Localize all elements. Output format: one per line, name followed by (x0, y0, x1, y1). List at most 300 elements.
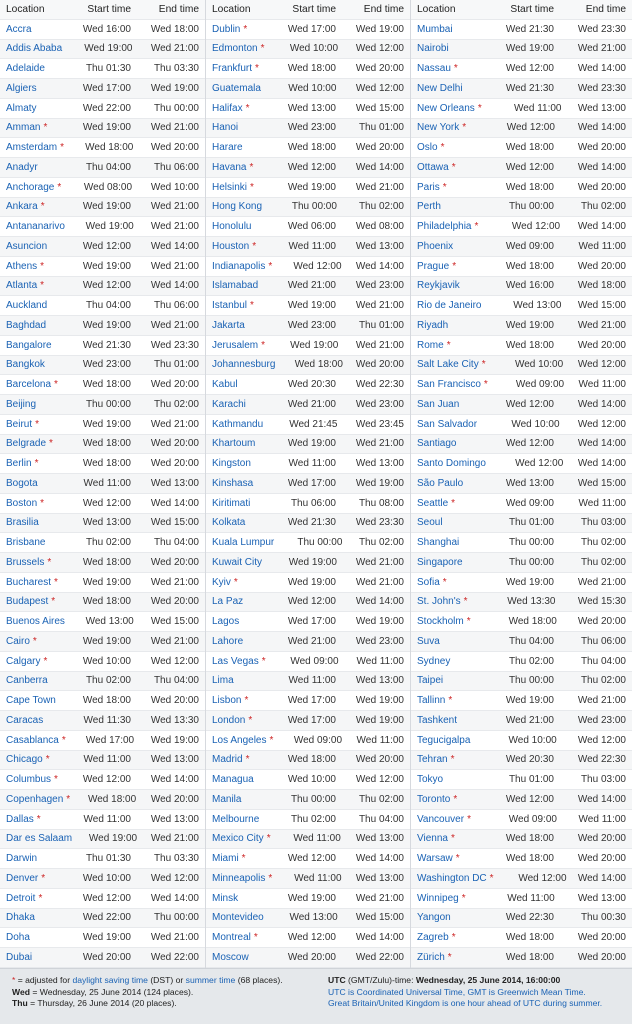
location-link[interactable]: Lima (212, 675, 234, 687)
table-row (206, 672, 410, 692)
location-link[interactable]: Frankfurt (212, 63, 253, 75)
location-link[interactable]: Ankara (6, 201, 38, 213)
end-time-cell: Wed 21:00 (355, 556, 404, 568)
location-link[interactable]: New Delhi (417, 82, 463, 94)
location-link[interactable]: Halifax (212, 102, 243, 114)
location-cell (206, 754, 260, 765)
location-link[interactable]: Vancouver (417, 813, 465, 825)
location-link[interactable]: Riyadh (417, 319, 449, 331)
dst-star-marker: * (61, 734, 66, 746)
location-link[interactable]: Sofia (417, 576, 440, 588)
location-cell (411, 103, 482, 114)
location-link[interactable]: New York (417, 122, 460, 134)
location-link[interactable]: Barcelona (6, 379, 52, 391)
end-time-cell: Thu 04:00 (358, 813, 404, 825)
location-link[interactable]: Dar es Salaam (6, 833, 73, 845)
location-link[interactable]: Kuwait City (212, 556, 263, 568)
location-link[interactable]: Seattle (417, 497, 449, 509)
location-link[interactable]: Tallinn (417, 695, 446, 707)
end-time-cell: Thu 00:00 (153, 102, 199, 114)
start-time-cell: Thu 00:00 (508, 201, 554, 213)
start-time-cell: Wed 06:00 (287, 221, 336, 233)
location-link[interactable]: Guatemala (212, 82, 261, 94)
end-time-cell: Thu 04:00 (153, 537, 199, 549)
location-cell (206, 63, 260, 74)
location-link[interactable]: Hong Kong (212, 201, 263, 213)
table-header-row (0, 0, 205, 20)
location-cell (0, 616, 65, 627)
location-link[interactable]: Reykjavik (417, 280, 460, 292)
location-cell (206, 359, 275, 370)
location-link[interactable]: Adelaide (6, 63, 45, 75)
location-link[interactable]: Tegucigalpa (417, 734, 471, 746)
location-cell (0, 656, 59, 667)
end-time-cell: Wed 13:30 (150, 714, 199, 726)
location-cell (411, 142, 464, 153)
start-time-cell: Thu 02:00 (508, 655, 554, 667)
dst-link[interactable]: daylight saving time (72, 975, 148, 985)
location-link[interactable]: Almaty (6, 102, 37, 114)
location-link[interactable]: Tehran (417, 754, 448, 766)
location-cell (411, 577, 464, 588)
end-time-cell: Wed 22:00 (150, 951, 199, 963)
end-time-cell: Wed 23:30 (577, 82, 626, 94)
dst-star-marker: * (268, 260, 273, 272)
location-link[interactable]: Ottawa (417, 161, 449, 173)
location-link[interactable]: Zagreb (417, 932, 449, 944)
location-link[interactable]: Kinshasa (212, 477, 254, 489)
location-cell (0, 340, 59, 351)
dst-star-marker: * (466, 616, 471, 628)
location-cell (206, 83, 261, 94)
location-link[interactable]: Dhaka (6, 912, 35, 924)
table-column-3 (411, 0, 632, 968)
table-row (206, 217, 410, 237)
location-link[interactable]: Anadyr (6, 161, 38, 173)
location-link[interactable]: Bangalore (6, 339, 52, 351)
location-link[interactable]: Istanbul (212, 300, 248, 312)
start-time-cell: Wed 19:00 (82, 635, 131, 647)
table-row (411, 316, 632, 336)
table-row (411, 336, 632, 356)
location-link[interactable]: Prague (417, 260, 450, 272)
dst-star-marker: * (47, 556, 52, 568)
start-time-cell: Wed 12:00 (82, 774, 131, 786)
location-cell (0, 873, 59, 884)
dst-star-marker: * (66, 793, 71, 805)
location-link[interactable]: Baghdad (6, 319, 47, 331)
location-link[interactable]: Anchorage (6, 181, 55, 193)
location-link[interactable]: Brussels (6, 556, 45, 568)
location-link[interactable]: Santiago (417, 438, 457, 450)
location-link[interactable]: Berlin (6, 458, 32, 470)
location-link[interactable]: Warsaw (417, 853, 453, 865)
end-time-cell: Wed 13:00 (577, 102, 626, 114)
location-link[interactable]: Taipei (417, 675, 444, 687)
end-time-cell: Wed 13:00 (150, 477, 199, 489)
location-link[interactable]: London (212, 714, 246, 726)
table-row (411, 356, 632, 376)
table-row (206, 158, 410, 178)
table-row (0, 593, 205, 613)
location-link[interactable]: Accra (6, 23, 32, 35)
location-link[interactable]: Philadelphia (417, 221, 472, 233)
end-time-cell: Wed 20:00 (150, 596, 199, 608)
start-time-cell: Wed 12:00 (287, 161, 336, 173)
start-time-cell: Wed 16:00 (505, 280, 554, 292)
table-row (411, 59, 632, 79)
location-cell (0, 932, 59, 943)
dst-star-marker: * (35, 418, 40, 430)
location-link[interactable]: St. John's (417, 596, 461, 608)
location-cell (0, 675, 59, 686)
location-link[interactable]: Salt Lake City (417, 359, 479, 371)
start-time-cell: Wed 09:00 (505, 497, 554, 509)
table-row (206, 435, 410, 455)
start-time-cell: Wed 21:00 (287, 398, 336, 410)
location-link[interactable]: Singapore (417, 556, 463, 568)
table-row (206, 375, 410, 395)
location-link[interactable]: Minneapolis (212, 872, 266, 884)
location-link[interactable]: Moscow (212, 951, 249, 963)
location-link[interactable]: Bangkok (6, 359, 45, 371)
location-link[interactable]: Phoenix (417, 240, 454, 252)
location-cell (411, 438, 464, 449)
start-time-cell: Wed 19:00 (505, 43, 554, 55)
legend-wed-line (12, 987, 283, 999)
footer-legend (0, 968, 632, 1024)
table-row (206, 494, 410, 514)
end-time-cell: Wed 21:00 (150, 635, 199, 647)
location-link[interactable]: Kuala Lumpur (212, 537, 275, 549)
location-link[interactable]: Kiritimati (212, 497, 251, 509)
location-cell (411, 458, 486, 469)
location-link[interactable]: Beirut (6, 418, 33, 430)
location-link[interactable]: Antananarivo (6, 221, 65, 233)
table-row (411, 257, 632, 277)
location-link[interactable]: Cairo (6, 635, 30, 647)
start-time-cell: Wed 11:00 (83, 754, 131, 766)
location-cell (206, 419, 263, 430)
start-time-cell: Wed 12:00 (287, 596, 336, 608)
location-link[interactable]: Houston (212, 240, 250, 252)
location-link[interactable]: Yangon (417, 912, 451, 924)
dst-star-marker: * (453, 793, 458, 805)
dst-star-marker: * (245, 102, 250, 114)
end-time-cell: Thu 04:00 (153, 675, 199, 687)
wed-label: Wed (12, 986, 30, 997)
location-link[interactable]: Las Vegas (212, 655, 259, 667)
dst-star-marker: * (43, 655, 48, 667)
location-link[interactable]: Beijing (6, 398, 37, 410)
location-link[interactable]: San Salvador (417, 418, 478, 430)
location-link[interactable]: Buenos Aires (6, 616, 65, 628)
location-link[interactable]: Kolkata (212, 517, 246, 529)
location-cell (0, 557, 59, 568)
location-link[interactable]: Cape Town (6, 695, 56, 707)
location-link[interactable]: Kyiv (212, 576, 231, 588)
start-time-cell: Thu 02:00 (85, 537, 131, 549)
location-link[interactable]: Shanghai (417, 537, 460, 549)
location-link[interactable]: Jakarta (212, 319, 245, 331)
table-row (411, 79, 632, 99)
table-row (411, 158, 632, 178)
gmt-link[interactable]: Greenwich Mean Time (497, 986, 584, 997)
table-row (206, 99, 410, 119)
start-time-cell: Thu 04:00 (85, 300, 131, 312)
location-cell (206, 142, 260, 153)
location-cell (206, 695, 260, 706)
end-time-cell: Wed 11:00 (356, 734, 404, 746)
location-link[interactable]: Perth (417, 201, 441, 213)
location-link[interactable]: Jerusalem (212, 339, 259, 351)
location-link[interactable]: Montreal (212, 932, 251, 944)
table-row (206, 573, 410, 593)
location-link[interactable]: Asuncion (6, 240, 48, 252)
location-cell (411, 893, 466, 904)
location-link[interactable]: Boston (6, 497, 38, 509)
location-cell (411, 537, 464, 548)
start-time-cell: Wed 18:00 (505, 951, 554, 963)
location-cell (206, 24, 260, 35)
table-row (0, 316, 205, 336)
start-time-cell: Wed 19:00 (82, 122, 131, 134)
dst-star-marker: * (233, 576, 238, 588)
dst-star-marker: * (461, 892, 466, 904)
location-link[interactable]: Rio de Janeiro (417, 300, 482, 312)
location-link[interactable]: Lahore (212, 635, 244, 647)
location-cell (0, 280, 59, 291)
dst-star-marker: * (32, 635, 37, 647)
location-link[interactable]: Rome (417, 339, 444, 351)
location-link[interactable]: Madrid (212, 754, 243, 766)
location-link[interactable]: Algiers (6, 82, 37, 94)
location-link[interactable]: Chicago (6, 754, 43, 766)
location-link[interactable]: Oslo (417, 142, 438, 154)
location-link[interactable]: Johannesburg (212, 359, 276, 371)
location-link[interactable]: Paris (417, 181, 440, 193)
table-row (411, 533, 632, 553)
location-link[interactable]: Manila (212, 793, 242, 805)
start-time-cell: Wed 12:00 (505, 63, 554, 75)
end-time-cell: Wed 12:00 (577, 734, 626, 746)
location-link[interactable]: Atlanta (6, 280, 38, 292)
location-link[interactable]: San Francisco (417, 379, 481, 391)
table-row (206, 790, 410, 810)
location-cell (0, 754, 59, 765)
location-link[interactable]: Columbus (6, 774, 52, 786)
dst-star-marker: * (54, 379, 58, 391)
location-link[interactable]: Melbourne (212, 813, 260, 825)
location-link[interactable]: Vienna (417, 833, 448, 845)
end-time-cell: Thu 02:00 (580, 201, 626, 213)
location-cell (0, 241, 59, 252)
location-link[interactable]: Darwin (6, 853, 38, 865)
table-row (206, 356, 410, 376)
end-time-cell: Thu 02:00 (358, 793, 404, 805)
location-link[interactable]: Casablanca (6, 734, 59, 746)
location-link[interactable]: Sydney (417, 655, 451, 667)
location-link[interactable]: Managua (212, 774, 254, 786)
end-time-cell: Wed 20:00 (577, 339, 626, 351)
end-time-cell: Thu 02:00 (580, 537, 626, 549)
location-cell (411, 912, 464, 923)
summer-time-link[interactable]: summer time (185, 975, 236, 985)
location-cell (206, 557, 262, 568)
location-cell (411, 241, 464, 252)
location-link[interactable]: Washington DC (417, 872, 487, 884)
table-row (411, 691, 632, 711)
table-row (0, 435, 205, 455)
utc-link[interactable]: Coordinated Universal Time (356, 986, 463, 997)
location-link[interactable]: Kathmandu (212, 418, 264, 430)
table-column-2 (206, 0, 411, 968)
location-link[interactable]: Toronto (417, 793, 451, 805)
dst-star-marker: * (250, 300, 254, 312)
table-row (206, 277, 410, 297)
location-link[interactable]: Budapest (6, 596, 49, 608)
location-link[interactable]: Addis Ababa (6, 43, 63, 55)
location-cell (0, 715, 59, 726)
start-time-cell: Wed 12:00 (82, 280, 131, 292)
start-time-cell: Wed 18:00 (287, 142, 336, 154)
location-link[interactable]: La Paz (212, 596, 244, 608)
location-link[interactable]: Zürich (417, 951, 445, 963)
dst-star-marker: * (54, 774, 58, 786)
dst-star-marker: * (483, 379, 488, 391)
location-link[interactable]: New Orleans (417, 102, 475, 114)
dst-star-marker: * (54, 576, 58, 588)
end-time-cell: Wed 20:00 (577, 142, 626, 154)
location-link[interactable]: Brasilia (6, 517, 39, 529)
location-link[interactable]: Bucharest (6, 576, 52, 588)
location-cell (206, 873, 272, 884)
location-cell (206, 715, 260, 726)
end-time-cell: Wed 13:00 (355, 240, 404, 252)
location-link[interactable]: Lagos (212, 616, 240, 628)
location-link[interactable]: Los Angeles (212, 734, 267, 746)
location-cell (411, 43, 464, 54)
location-cell (0, 300, 59, 311)
location-link[interactable]: Islamabad (212, 280, 259, 292)
location-link[interactable]: Belgrade (6, 438, 47, 450)
location-link[interactable]: Khartoum (212, 438, 256, 450)
location-link[interactable]: Karachi (212, 398, 246, 410)
location-cell (0, 162, 59, 173)
start-time-cell: Wed 21:00 (287, 635, 336, 647)
start-time-cell: Wed 09:00 (515, 379, 565, 391)
table-row (206, 691, 410, 711)
location-link[interactable]: Nairobi (417, 43, 449, 55)
location-link[interactable]: Seoul (417, 517, 443, 529)
location-link[interactable]: San Juan (417, 398, 460, 410)
location-link[interactable]: Helsinki (212, 181, 248, 193)
location-link[interactable]: Santo Domingo (417, 458, 486, 470)
location-link[interactable]: Tokyo (417, 774, 444, 786)
location-link[interactable]: Honolulu (212, 221, 252, 233)
location-cell (0, 201, 59, 212)
location-link[interactable]: Minsk (212, 892, 239, 904)
table-row (206, 553, 410, 573)
location-link[interactable]: Auckland (6, 300, 48, 312)
location-link[interactable]: Edmonton (212, 43, 258, 55)
start-time-cell: Thu 04:00 (508, 635, 554, 647)
location-link[interactable]: Calgary (6, 655, 41, 667)
location-link[interactable]: Kabul (212, 379, 238, 391)
location-link[interactable]: Amman (6, 122, 41, 134)
location-link[interactable]: Amsterdam (6, 142, 58, 154)
start-time-cell: Wed 12:00 (505, 398, 554, 410)
location-link[interactable]: Indianapolis (212, 260, 266, 272)
dst-star-marker: * (450, 754, 455, 766)
location-link[interactable]: São Paulo (417, 477, 464, 489)
location-link[interactable]: Doha (6, 932, 30, 944)
location-link[interactable]: Havana (212, 161, 247, 173)
location-link[interactable]: Athens (6, 260, 38, 272)
location-link[interactable]: Canberra (6, 675, 48, 687)
table-row (206, 770, 410, 790)
location-link[interactable]: Stockholm (417, 616, 464, 628)
end-time-cell: Thu 02:00 (153, 398, 199, 410)
location-link[interactable]: Suva (417, 635, 440, 647)
location-link[interactable]: Montevideo (212, 912, 264, 924)
location-link[interactable]: Brisbane (6, 537, 46, 549)
location-link[interactable]: Dubai (6, 951, 33, 963)
start-time-cell: Wed 22:30 (505, 912, 554, 924)
dst-star-marker: * (245, 754, 250, 766)
location-cell (206, 912, 264, 923)
location-link[interactable]: Nassau (417, 63, 451, 75)
start-time-cell: Wed 21:45 (289, 418, 338, 430)
location-cell (0, 438, 59, 449)
location-link[interactable]: Miami (212, 853, 239, 865)
location-link[interactable]: Detroit (6, 892, 36, 904)
location-link[interactable]: Winnipeg (417, 892, 459, 904)
location-link[interactable]: Kingston (212, 458, 251, 470)
location-cell (411, 162, 464, 173)
location-link[interactable]: Hanoi (212, 122, 239, 134)
end-time-cell: Wed 23:30 (577, 23, 626, 35)
location-cell (206, 577, 260, 588)
location-link[interactable]: Mumbai (417, 23, 453, 35)
location-link[interactable]: Mexico City (212, 833, 264, 845)
dst-star-marker: * (243, 23, 248, 35)
location-link[interactable]: Copenhagen (6, 793, 64, 805)
start-time-cell: Wed 20:00 (287, 951, 336, 963)
table-row (411, 553, 632, 573)
end-time-cell: Wed 21:00 (577, 319, 626, 331)
location-link[interactable]: Caracas (6, 714, 44, 726)
start-time-cell: Wed 17:00 (287, 695, 336, 707)
end-time-cell: Wed 11:00 (578, 379, 626, 391)
end-time-cell: Wed 21:00 (355, 438, 404, 450)
start-time-cell: Wed 18:00 (505, 833, 554, 845)
location-link[interactable]: Denver (6, 872, 39, 884)
location-cell (206, 675, 260, 686)
location-link[interactable]: Bogota (6, 477, 38, 489)
location-link[interactable]: Tashkent (417, 714, 458, 726)
table-row (206, 454, 410, 474)
start-time-cell: Wed 20:30 (287, 379, 336, 391)
location-link[interactable]: Dublin (212, 23, 241, 35)
location-link[interactable]: Lisbon (212, 695, 242, 707)
location-link[interactable]: Harare (212, 142, 243, 154)
table-row (411, 632, 632, 652)
location-link[interactable]: Dallas (6, 813, 34, 825)
table-row (0, 375, 205, 395)
location-cell (0, 261, 59, 272)
start-time-cell: Wed 19:00 (290, 339, 339, 351)
